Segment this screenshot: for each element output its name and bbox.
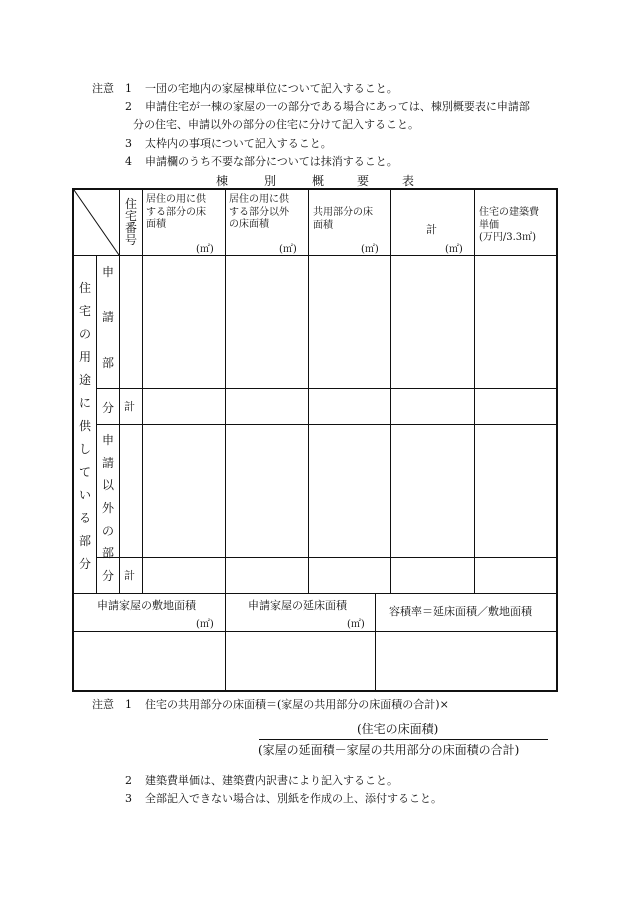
floor-area-input[interactable]	[226, 632, 375, 690]
header-common-area: 共用部分の床 面積	[313, 207, 373, 231]
header-building-cost: 住宅の建築費 単価 (万円/3.3㎡)	[479, 207, 539, 243]
note-text: 申請欄のうち不要な部分については抹消すること。	[145, 155, 398, 168]
note-number: 1	[125, 698, 132, 711]
fraction-denominator: (家屋の延面積－家屋の共用部分の床面積の合計)	[258, 743, 520, 757]
label-other-part: 申 請 以 外 の 部 分	[101, 433, 114, 583]
floor-area-ratio-input[interactable]	[376, 632, 556, 690]
note-text: 全部記入できない場合は、別紙を作成の上、添付すること。	[145, 792, 442, 805]
note-text: 一団の宅地内の家屋棟単位について記入すること。	[145, 82, 398, 95]
header-total: 計	[426, 223, 437, 236]
note-number: 2	[125, 100, 132, 113]
note-text: 建築費単価は、建築費内訳書により記入すること。	[145, 774, 398, 787]
note-number: 3	[125, 137, 132, 150]
side-label-residential-use: 住 宅 の 用 途 に 供 し て い る 部 分	[78, 281, 91, 571]
header-floor-area-ratio: 容積率＝延床面積／敷地面積	[389, 605, 532, 618]
header-other-area: 居住の用に供 する部分以外 の床面積	[229, 194, 289, 230]
header-site-area: 申請家屋の敷地面積	[97, 599, 196, 612]
diagonal-line	[74, 190, 119, 255]
unit-label: (㎡)	[196, 619, 214, 630]
site-area-input[interactable]	[74, 632, 225, 690]
notes-top-label: 注意	[92, 82, 114, 95]
note-number: 3	[125, 792, 132, 805]
unit-label: (㎡)	[347, 619, 365, 630]
label-applied-part: 申 請 部 分	[101, 265, 114, 415]
subtotal-label: 計	[124, 569, 135, 582]
subtotal-label: 計	[124, 400, 135, 413]
fraction-bar	[259, 739, 548, 740]
unit-label: (㎡)	[445, 244, 463, 255]
unit-label: (㎡)	[279, 244, 297, 255]
note-number: 1	[125, 82, 132, 95]
note-number: 4	[125, 155, 132, 168]
note-text: 申請住宅が一棟の家屋の一の部分である場合にあっては、棟別概要表に申請部	[145, 100, 530, 113]
note-text: 太枠内の事項について記入すること。	[145, 137, 332, 150]
header-residence-area: 居住の用に供 する部分の床 面積	[146, 194, 206, 230]
note-text: 分の住宅、申請以外の部分の住宅に分けて記入すること。	[133, 118, 419, 131]
header-floor-area: 申請家屋の延床面積	[248, 599, 347, 612]
note-number: 2	[125, 774, 132, 787]
unit-label: (㎡)	[361, 244, 379, 255]
notes-bottom-label: 注意	[92, 698, 114, 711]
fraction-numerator: (住宅の床面積)	[357, 722, 439, 736]
note-text: 住宅の共用部分の床面積＝(家屋の共用部分の床面積の合計)×	[145, 698, 449, 711]
unit-label: (㎡)	[196, 244, 214, 255]
header-house-number: 住 宅 番 号	[124, 197, 137, 247]
